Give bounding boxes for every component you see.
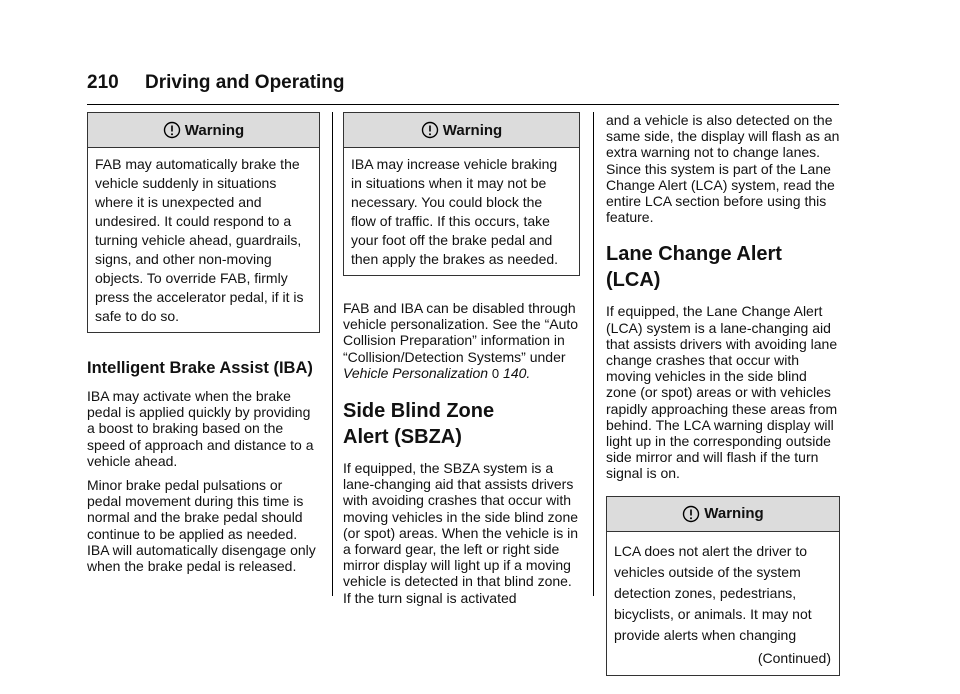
warning-line: safe to do so. — [95, 308, 180, 324]
column-divider-1 — [332, 112, 333, 596]
lca-paragraph: If equipped, the Lane Change Alert (LCA) system is a lane-changing aid that assists drivers with avoiding lane change crashes that occur with moving vehicles in the side blind zone (or spot) areas or with vehicles rapidly approaching these areas from behind. The LCA warning display will light up in the corresponding outside side mirror and will flash if the turn signal is on. — [606, 303, 838, 482]
sbza-continued-paragraph: and a vehicle is also detected on the same side, the display will flash as an extra warning not to change lanes. Since this system is part of the Lane Change Alert (LCA) system, read the entire LCA section before using this feature. — [606, 112, 840, 226]
warning-body — [88, 148, 319, 332]
warning-line: bicyclists, or animals. It may not — [614, 605, 812, 622]
page-header — [87, 70, 839, 105]
warning-line: necessary. You could block the — [351, 194, 543, 210]
page-ref-arrow-icon: 0 — [491, 365, 500, 381]
warning-line: IBA may increase vehicle braking — [351, 156, 558, 172]
warning-icon — [421, 121, 439, 139]
sbza-paragraph: If equipped, the SBZA system is a lane-changing aid that assists drivers with avoiding crashes that occur with moving vehicles in the side blind zone (or spot) areas. When the vehicle is in a forward gear, the left or right side mirror display will light up if a moving vehicle is detected in that blind zone. If the turn signal is activated — [343, 460, 579, 606]
page-number: 210 — [87, 72, 119, 93]
warning-title: Warning — [704, 505, 764, 523]
ref-end: . — [526, 364, 531, 381]
iba-heading: Intelligent Brake Assist (IBA) — [87, 359, 313, 377]
warning-line: signs, and other non-moving — [95, 251, 272, 267]
warning-header — [88, 113, 319, 148]
warning-icon — [682, 505, 700, 523]
warning-body — [607, 532, 839, 675]
warning-line: then apply the brakes as needed. — [351, 251, 559, 267]
warning-title: Warning — [442, 121, 503, 139]
lca-warning-box — [606, 496, 840, 676]
warning-line: turning vehicle ahead, guardrails, — [95, 232, 302, 248]
warning-line: vehicle suddenly in situations — [95, 175, 277, 191]
column-divider-2 — [593, 112, 594, 596]
fab-warning-box — [87, 112, 320, 333]
continued-label: (Continued) — [757, 649, 831, 666]
warning-title: Warning — [184, 121, 245, 139]
disable-paragraph — [343, 300, 580, 382]
cross-reference-page[interactable]: 140 — [503, 364, 527, 381]
lca-heading: Lane Change Alert (LCA) — [606, 243, 782, 292]
warning-line: undesired. It could respond to a — [95, 213, 292, 229]
column-3 — [606, 112, 840, 694]
section-title: Driving and Operating — [145, 72, 345, 93]
column-2 — [343, 112, 580, 614]
warning-line: FAB may automatically brake the — [95, 156, 300, 172]
warning-line: objects. To override FAB, firmly — [95, 270, 288, 286]
warning-line: press the accelerator pedal, if it is — [95, 289, 304, 305]
column-1 — [87, 112, 320, 582]
warning-body — [344, 148, 579, 275]
warning-icon — [163, 121, 181, 139]
sbza-heading-line-1: Side Blind Zone — [343, 400, 495, 423]
warning-line: your foot off the brake pedal and — [351, 232, 553, 248]
warning-line: where it is unexpected and — [95, 194, 262, 210]
warning-header — [344, 113, 579, 148]
sbza-heading — [343, 398, 580, 450]
cross-reference-link[interactable]: Vehicle Personalization — [343, 364, 489, 381]
iba-paragraph-2: Minor brake pedal pulsations or pedal movement during this time is normal and the brake pedal should continue to be applied as needed. IBA will automatically disengage only when the brake pedal is released. — [87, 477, 316, 575]
warning-line: in situations when it may not be — [351, 175, 547, 191]
warning-line: detection zones, pedestrians, — [614, 584, 797, 601]
warning-line: flow of traffic. If this occurs, take — [351, 213, 550, 229]
warning-header — [607, 497, 839, 532]
warning-line: provide alerts when changing — [614, 626, 797, 643]
warning-line: LCA does not alert the driver to — [614, 542, 807, 559]
iba-warning-box — [343, 112, 580, 276]
warning-line: vehicles outside of the system — [614, 563, 801, 580]
disable-text: FAB and IBA can be disabled through vehicle personalization. See the “Auto Collision Preparation” information in “Collision/Detection Systems” under — [343, 300, 579, 365]
iba-paragraph-1: IBA may activate when the brake pedal is applied quickly by providing a boost to braking based on the speed of approach and distance to a vehicle ahead. — [87, 388, 314, 469]
sbza-heading-line-2: Alert (SBZA) — [343, 426, 462, 449]
